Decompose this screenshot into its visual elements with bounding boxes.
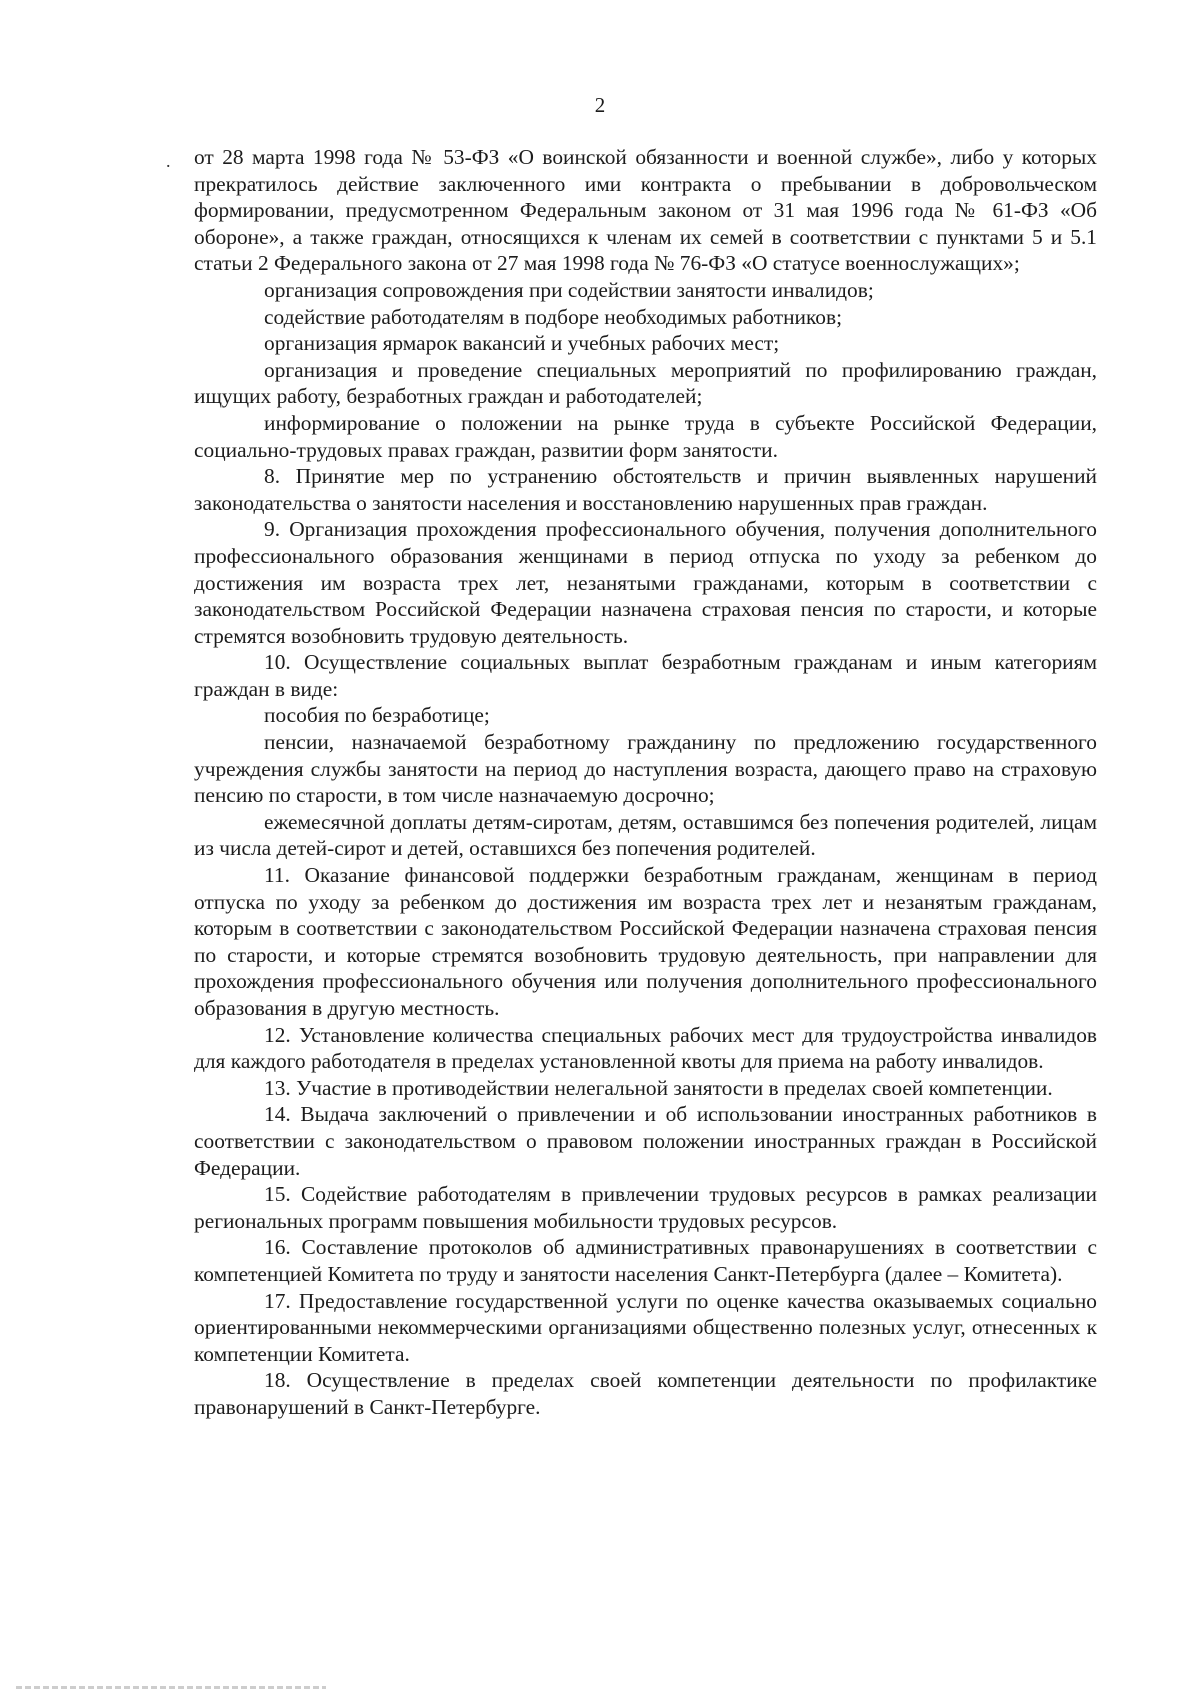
scan-artifact: [16, 1686, 326, 1689]
paragraph-clause-17: 17. Предоставление государственной услуги по оценке качества оказываемых социально ориентированными некоммерческими организациями общественно полезных услуг, отнесенных к компетенции Комитета.: [194, 1288, 1097, 1366]
paragraph-item: информирование о положении на рынке труда в субъекте Российской Федерации, социально-трудовых правах граждан, развитии форм занятости.: [194, 410, 1097, 462]
paragraph-continuation: от 28 марта 1998 года № 53-ФЗ «О воинской обязанности и военной службе», либо у которых прекратилось действие заключенного ими контракта о пребывании в добровольческом формировании, предусмотренном Федеральным законом от 31 мая 1996 года № 61-ФЗ «Об обороне», а также граждан, относящихся к членам их семей в соответствии с пунктами 5 и 5.1 статьи 2 Федерального закона от 27 мая 1998 года № 76-ФЗ «О статусе военнослужащих»;: [194, 145, 1097, 276]
paragraph-item: организация ярмарок вакансий и учебных рабочих мест;: [264, 331, 780, 356]
margin-mark: .: [166, 151, 171, 171]
paragraph-clause-16: 16. Составление протоколов об административных правонарушениях в соответствии с компетенцией Комитета по труду и занятости населения Санкт-Петербурга (далее – Комитета).: [194, 1235, 1097, 1286]
paragraph-clause-15: 15. Содействие работодателям в привлечении трудовых ресурсов в рамках реализации региональных программ повышения мобильности трудовых ресурсов.: [194, 1182, 1097, 1233]
paragraph-item: содействие работодателям в подборе необходимых работников;: [264, 304, 843, 329]
document-body: [194, 144, 1097, 1421]
paragraph-item: пенсии, назначаемой безработному гражданину по предложению государственного учреждения службы занятости на период до наступления возраста, дающего право на страховую пенсию по старости, в том числе назначаемую досрочно;: [194, 730, 1097, 808]
paragraph-item: организация и проведение специальных мероприятий по профилированию граждан, ищущих работу, безработных граждан и работодателей;: [194, 357, 1097, 409]
paragraph-clause-13: 13. Участие в противодействии нелегальной занятости в пределах своей компетенции.: [264, 1075, 1053, 1100]
paragraph-clause-12: 12. Установление количества специальных рабочих мест для трудоустройства инвалидов для каждого работодателя в пределах установленной квоты для приема на работу инвалидов.: [194, 1022, 1097, 1074]
paragraph-clause-8: 8. Принятие мер по устранению обстоятельств и причин выявленных нарушений законодательства о занятости населения и восстановлению нарушенных прав граждан.: [194, 464, 1097, 515]
paragraph-item: ежемесячной доплаты детям-сиротам, детям, оставшимся без попечения родителей, лицам из числа детей-сирот и детей, оставшихся без попечения родителей.: [194, 809, 1097, 861]
paragraph-clause-11: 11. Оказание финансовой поддержки безработным гражданам, женщинам в период отпуска по уходу за ребенком до достижения им возраста трех лет и незанятым гражданам, которым в соответствии с законодательством Российской Федерации назначена страховая пенсия по старости, и которые стремятся возобновить трудовую деятельность, при направлении для прохождения профессионального обучения или получения дополнительного профессионального образования в другую местность.: [194, 863, 1097, 1020]
page-number: 2: [594, 93, 606, 117]
paragraph-clause-14: 14. Выдача заключений о привлечении и об использовании иностранных работников в соответствии с законодательством о правовом положении иностранных граждан в Российской Федерации.: [194, 1102, 1097, 1180]
paragraph-clause-18: 18. Осуществление в пределах своей компетенции деятельности по профилактике правонарушений в Санкт-Петербурге.: [194, 1368, 1097, 1419]
paragraph-clause-10: 10. Осуществление социальных выплат безработным гражданам и иным категориям граждан в виде:: [194, 650, 1097, 701]
paragraph-clause-9: 9. Организация прохождения профессионального обучения, получения дополнительного профессионального образования женщинами в период отпуска по уходу за ребенком до достижения им возраста трех лет, незанятыми гражданами, которым в соответствии с законодательством Российской Федерации назначена страховая пенсия по старости, и которые стремятся возобновить трудовую деятельность.: [194, 517, 1097, 648]
paragraph-item: пособия по безработице;: [264, 703, 490, 728]
paragraph-item: организация сопровождения при содействии занятости инвалидов;: [264, 277, 874, 302]
